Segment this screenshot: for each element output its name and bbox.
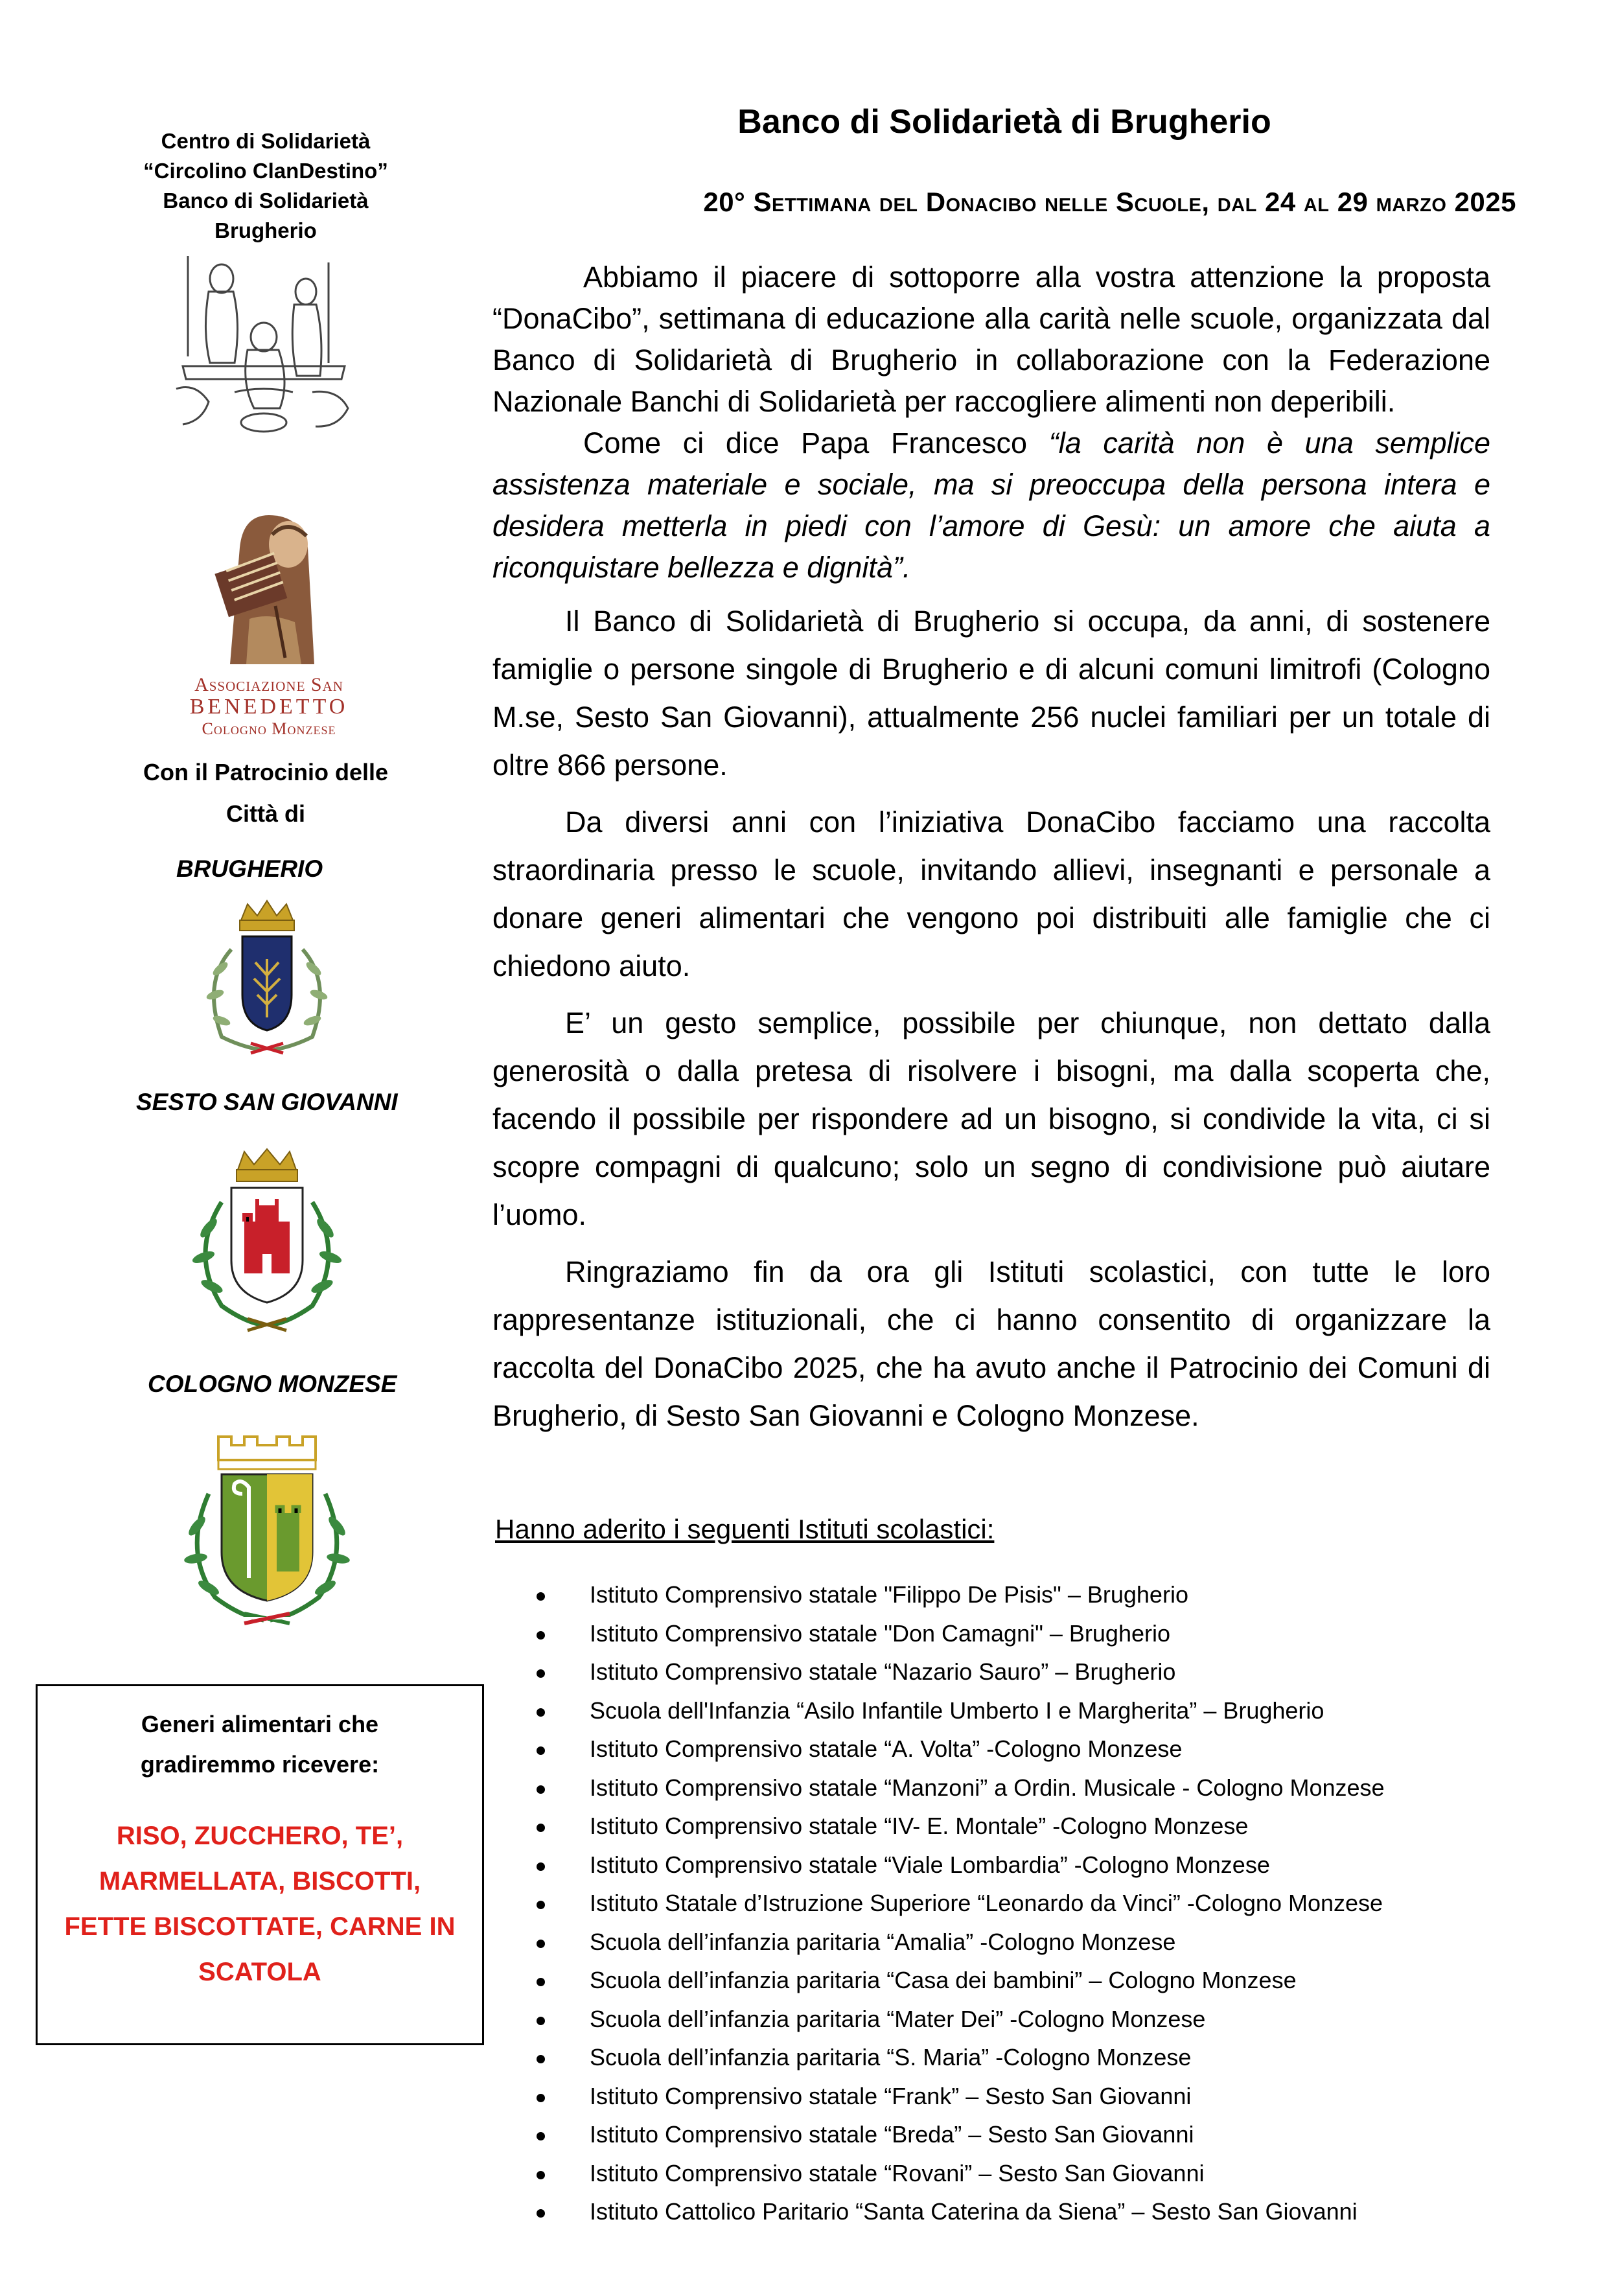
association-line-3: Cologno Monzese: [202, 719, 336, 738]
food-box-title-line-2: gradiremmo ricevere:: [140, 1751, 380, 1778]
patronage-line-1: Con il Patrocinio delle: [143, 759, 389, 785]
paragraph-5: E’ un gesto semplice, possibile per chiunque, non dettato dalla generosità o dalla pretesa di risolvere i bisogni, ma dalla scoperta che, facendo il possibile per rispondere ad un bisogno, si condivide la vita, ci si scopre compagni di qualcuno; solo un segno di condivisione può aiutare l’uomo.: [492, 1006, 1490, 1231]
list-item: Istituto Comprensivo statale “IV- E. Montale” -Cologno Monzese: [531, 1813, 1503, 1851]
association-line-2: BENEDETTO: [189, 695, 349, 719]
page-title: Banco di Solidarietà di Brugherio: [737, 103, 1271, 141]
association-line-1: Associazione San: [194, 674, 343, 695]
city-cologno-label: COLOGNO MONZESE: [148, 1371, 397, 1397]
association-logo-text: [172, 674, 366, 740]
food-box-title-line-1: Generi alimentari che: [141, 1711, 379, 1737]
food-items-line-2: MARMELLATA, BISCOTTI,: [98, 1867, 421, 1896]
patronage-line-2: Città di: [226, 800, 305, 827]
paragraph-4: Da diversi anni con l’iniziativa DonaCibo facciamo una raccolta straordinaria presso le scuole, invitando allievi, insegnanti e personale a donare generi alimentari che vengono poi distribuiti alle famiglie che ci chiedono aiuto.: [492, 806, 1490, 982]
list-item: Scuola dell’infanzia paritaria “Amalia” -Cologno Monzese: [531, 1929, 1503, 1967]
city-sesto-label: SESTO SAN GIOVANNI: [136, 1089, 398, 1115]
letter-body: [492, 257, 1490, 1440]
list-item: Istituto Comprensivo statale “Manzoni” a Ordin. Musicale - Cologno Monzese: [531, 1774, 1503, 1813]
list-item: Scuola dell’infanzia paritaria “S. Maria” -Cologno Monzese: [531, 2044, 1503, 2083]
school-list: [531, 1581, 1503, 2237]
food-items-line-1: RISO, ZUCCHERO, TE’,: [116, 1822, 404, 1850]
left-header: [130, 126, 402, 246]
left-header-line-4: Brugherio: [214, 218, 317, 242]
food-items-line-4: SCATOLA: [198, 1958, 321, 1986]
adherents-heading: Hanno aderito i seguenti Istituti scolastici:: [495, 1514, 995, 1544]
subtitle-text: 20° Settimana del Donacibo nelle Scuole, dal 24 al 29 marzo 2025: [703, 187, 1516, 217]
list-item: Istituto Comprensivo statale “Rovani” – Sesto San Giovanni: [531, 2160, 1503, 2199]
list-item: Istituto Comprensivo statale "Don Camagni" – Brugherio: [531, 1620, 1503, 1659]
paragraph-1: Abbiamo il piacere di sottoporre alla vostra attenzione la proposta “DonaCibo”, settimana di educazione alla carità nelle scuole, organizzata dal Banco di Solidarietà di Brugherio in collaborazione con la Federazione Nazionale Banchi di Solidarietà per raccogliere alimenti non deperibili.: [492, 261, 1490, 418]
paragraph-3: Il Banco di Solidarietà di Brugherio si occupa, da anni, di sostenere famiglie o persone singole di Brugherio e di alcuni comuni limitrofi (Cologno M.se, Sesto San Giovanni), attualmente 256 nuclei familiari per un totale di oltre 866 persone.: [492, 605, 1490, 782]
cologno-monzese-coat-of-arms-icon: [170, 1429, 364, 1630]
list-item: Istituto Statale d’Istruzione Superiore “Leonardo da Vinci” -Cologno Monzese: [531, 1890, 1503, 1929]
saint-benedict-icon: [211, 509, 327, 671]
list-item: Istituto Comprensivo statale “Breda” – Sesto San Giovanni: [531, 2121, 1503, 2160]
left-header-line-1: Centro di Solidarietà: [161, 129, 371, 153]
list-item: Istituto Cattolico Paritario “Santa Caterina da Siena” – Sesto San Giovanni: [531, 2198, 1503, 2237]
food-items-box: [36, 1684, 484, 2045]
paragraph-2-intro: Come ci dice Papa Francesco: [583, 426, 1049, 459]
food-items-line-3: FETTE BISCOTTATE, CARNE IN: [64, 1912, 456, 1941]
paragraph-6: Ringraziamo fin da ora gli Istituti scolastici, con tutte le loro rappresentanze istituzionali, che ci hanno consentito di organizzare la raccolta del DonaCibo 2025, che ha avuto anche il Patrocinio dei Comuni di Brugherio, di Sesto San Giovanni e Cologno Monzese.: [492, 1255, 1490, 1432]
list-item: Istituto Comprensivo statale “Viale Lombardia” -Cologno Monzese: [531, 1851, 1503, 1890]
left-header-line-3: Banco di Solidarietà: [163, 189, 369, 213]
last-supper-drawing-icon: [170, 253, 354, 441]
page-subtitle: [492, 187, 1516, 218]
list-item: Istituto Comprensivo statale “A. Volta” -Cologno Monzese: [531, 1735, 1503, 1774]
paragraph-2: [492, 423, 1490, 588]
patronage-block: [123, 752, 408, 835]
left-header-line-2: “Circolino ClanDestino”: [143, 159, 388, 183]
list-item: Scuola dell’infanzia paritaria “Mater Dei” -Cologno Monzese: [531, 2006, 1503, 2045]
brugherio-coat-of-arms-icon: [170, 898, 364, 1066]
list-item: Istituto Comprensivo statale "Filippo De Pisis" – Brugherio: [531, 1581, 1503, 1620]
food-box-title: [38, 1704, 482, 1785]
list-item: Scuola dell’infanzia paritaria “Casa dei bambini” – Cologno Monzese: [531, 1967, 1503, 2006]
list-item: Istituto Comprensivo statale “Nazario Sauro” – Brugherio: [531, 1658, 1503, 1697]
list-item: Scuola dell'Infanzia “Asilo Infantile Umberto I e Margherita” – Brugherio: [531, 1697, 1503, 1736]
food-items-list: [38, 1813, 482, 1995]
sesto-san-giovanni-coat-of-arms-icon: [170, 1144, 364, 1338]
city-brugherio-label: BRUGHERIO: [176, 855, 323, 882]
pope-quote: “la carità non è una semplice assistenza materiale e sociale, ma si preoccupa della persona intera e desidera metterla in piedi con l’amore di Gesù: un amore che aiuta a riconquistare bellezza e dignità”.: [492, 426, 1490, 584]
list-item: Istituto Comprensivo statale “Frank” – Sesto San Giovanni: [531, 2083, 1503, 2122]
